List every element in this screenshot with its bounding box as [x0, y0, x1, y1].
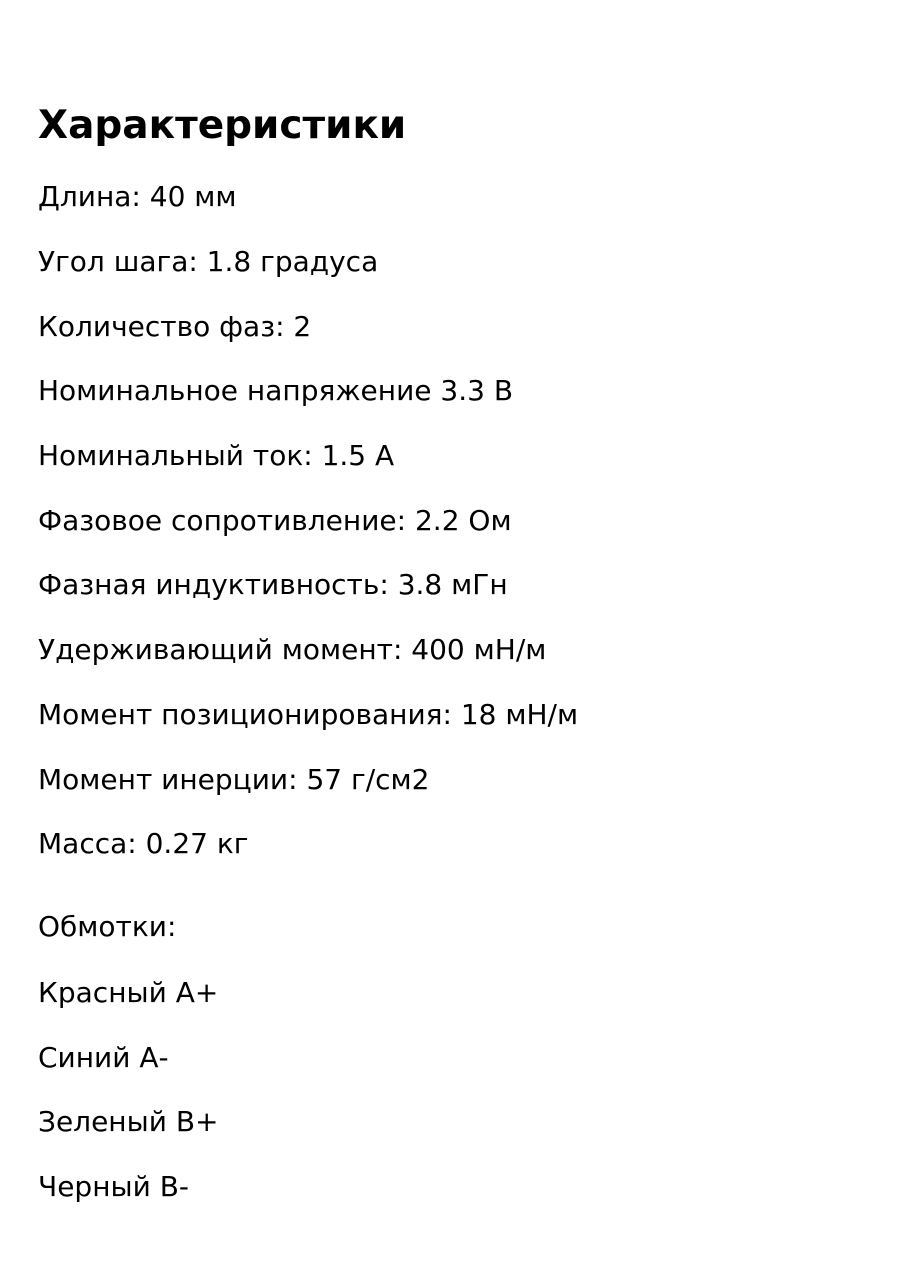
spec-phase-count: Количество фаз: 2 [38, 310, 312, 343]
spec-rated-current: Номинальный ток: 1.5 А [38, 439, 395, 472]
spec-rotor-inertia: Момент инерции: 57 г/см2 [38, 763, 430, 796]
page-title: Характеристики [38, 103, 407, 148]
spec-holding-torque: Удерживающий момент: 400 мН/м [38, 633, 547, 666]
winding-green-b-plus: Зеленый В+ [38, 1105, 219, 1138]
winding-red-a-plus: Красный А+ [38, 976, 219, 1009]
spec-length: Длина: 40 мм [38, 180, 237, 213]
spec-detent-torque: Момент позиционирования: 18 мН/м [38, 698, 579, 731]
spec-phase-resistance: Фазовое сопротивление: 2.2 Ом [38, 504, 512, 537]
spec-phase-inductance: Фазная индуктивность: 3.8 мГн [38, 568, 508, 601]
winding-blue-a-minus: Синий А- [38, 1041, 169, 1074]
windings-heading: Обмотки: [38, 910, 177, 943]
spec-rated-voltage: Номинальное напряжение 3.3 В [38, 374, 514, 407]
spec-mass: Масса: 0.27 кг [38, 827, 249, 860]
spec-step-angle: Угол шага: 1.8 градуса [38, 245, 379, 278]
winding-black-b-minus: Черный В- [38, 1170, 190, 1203]
